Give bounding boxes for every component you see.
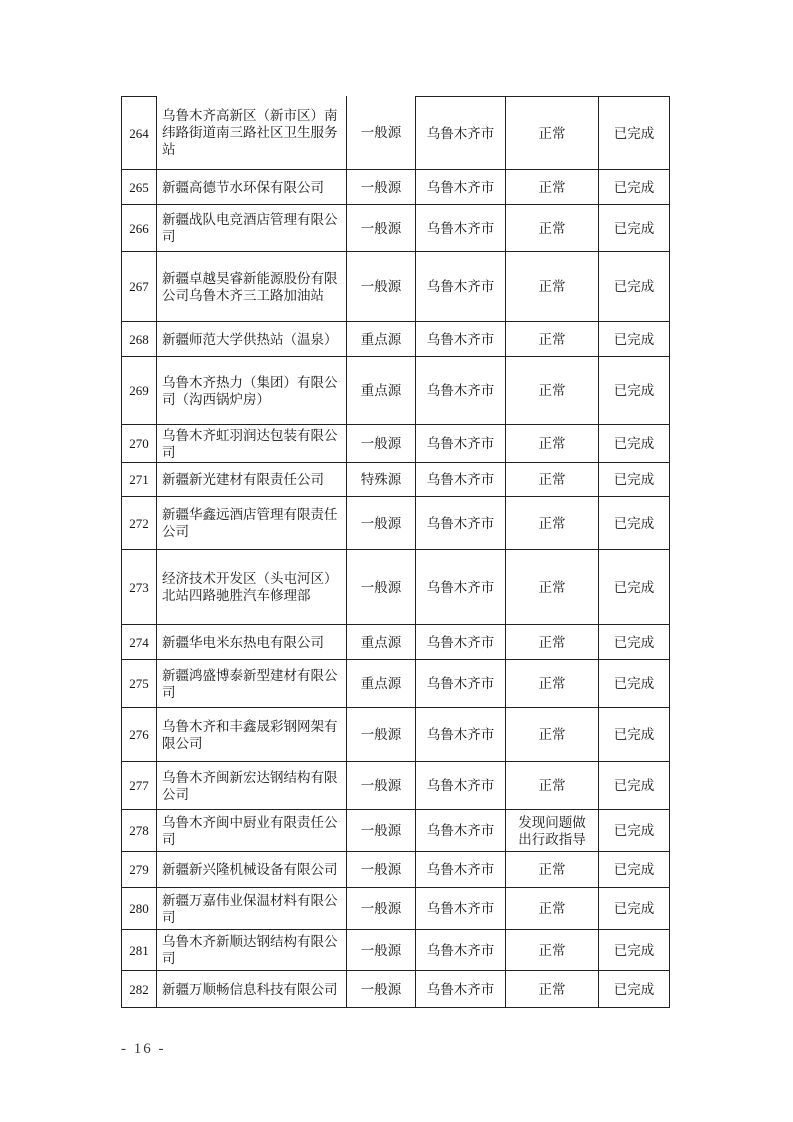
status-cell: 正常 <box>505 762 598 810</box>
completion-cell: 已完成 <box>598 550 670 625</box>
table-row <box>121 252 670 322</box>
company-name-cell: 乌鲁木齐和丰鑫晟彩钢网架有限公司 <box>156 708 346 762</box>
completion-cell: 已完成 <box>598 463 670 497</box>
status-cell: 正常 <box>505 252 598 322</box>
row-index-cell: 274 <box>121 625 156 660</box>
status-cell: 正常 <box>505 463 598 497</box>
city-cell: 乌鲁木齐市 <box>415 425 505 463</box>
row-index-cell: 273 <box>121 550 156 625</box>
company-name-cell: 新疆卓越昊睿新能源股份有限公司乌鲁木齐三工路加油站 <box>156 252 346 322</box>
source-type-cell: 一般源 <box>346 971 415 1008</box>
source-type-cell: 一般源 <box>346 252 415 322</box>
completion-cell: 已完成 <box>598 971 670 1008</box>
city-cell: 乌鲁木齐市 <box>415 762 505 810</box>
source-type-cell: 一般源 <box>346 96 415 170</box>
status-cell: 正常 <box>505 852 598 888</box>
source-type-cell: 一般源 <box>346 762 415 810</box>
source-type-cell: 重点源 <box>346 322 415 357</box>
company-name-cell: 新疆万嘉伟业保温材料有限公司 <box>156 888 346 930</box>
completion-cell: 已完成 <box>598 322 670 357</box>
source-type-cell: 一般源 <box>346 550 415 625</box>
city-cell: 乌鲁木齐市 <box>415 660 505 708</box>
status-cell: 正常 <box>505 497 598 550</box>
source-type-cell: 特殊源 <box>346 463 415 497</box>
source-type-cell: 一般源 <box>346 425 415 463</box>
status-cell: 正常 <box>505 96 598 170</box>
company-name-cell: 经济技术开发区（头屯河区）北站四路驰胜汽车修理部 <box>156 550 346 625</box>
table-row <box>121 170 670 205</box>
source-type-cell: 一般源 <box>346 930 415 971</box>
row-index-cell: 271 <box>121 463 156 497</box>
completion-cell: 已完成 <box>598 425 670 463</box>
row-index-cell: 267 <box>121 252 156 322</box>
company-name-cell: 乌鲁木齐闽中厨业有限责任公司 <box>156 810 346 852</box>
status-cell: 正常 <box>505 888 598 930</box>
source-type-cell: 重点源 <box>346 625 415 660</box>
table-row <box>121 425 670 463</box>
completion-cell: 已完成 <box>598 497 670 550</box>
company-name-cell: 乌鲁木齐高新区（新市区）南纬路街道南三路社区卫生服务站 <box>156 96 346 170</box>
completion-cell: 已完成 <box>598 810 670 852</box>
company-name-cell: 新疆高德节水环保有限公司 <box>156 170 346 205</box>
completion-cell: 已完成 <box>598 930 670 971</box>
completion-cell: 已完成 <box>598 660 670 708</box>
status-cell: 正常 <box>505 322 598 357</box>
company-name-cell: 乌鲁木齐虹羽润达包装有限公司 <box>156 425 346 463</box>
row-index-cell: 278 <box>121 810 156 852</box>
company-name-cell: 乌鲁木齐新顺达钢结构有限公司 <box>156 930 346 971</box>
row-index-cell: 280 <box>121 888 156 930</box>
row-index-cell: 268 <box>121 322 156 357</box>
row-index-cell: 277 <box>121 762 156 810</box>
table-row <box>121 810 670 852</box>
table-row <box>121 96 670 170</box>
source-type-cell: 一般源 <box>346 497 415 550</box>
completion-cell: 已完成 <box>598 252 670 322</box>
page-number: - 16 - <box>121 1041 166 1057</box>
city-cell: 乌鲁木齐市 <box>415 357 505 425</box>
status-cell: 正常 <box>505 170 598 205</box>
source-type-cell: 一般源 <box>346 810 415 852</box>
company-name-cell: 新疆新兴隆机械设备有限公司 <box>156 852 346 888</box>
table-row <box>121 625 670 660</box>
row-index-cell: 275 <box>121 660 156 708</box>
enterprise-table <box>121 96 670 1008</box>
table-row <box>121 708 670 762</box>
status-cell: 正常 <box>505 425 598 463</box>
city-cell: 乌鲁木齐市 <box>415 888 505 930</box>
source-type-cell: 一般源 <box>346 170 415 205</box>
company-name-cell: 新疆师范大学供热站（温泉） <box>156 322 346 357</box>
table-row <box>121 322 670 357</box>
status-cell: 正常 <box>505 205 598 252</box>
completion-cell: 已完成 <box>598 625 670 660</box>
completion-cell: 已完成 <box>598 762 670 810</box>
row-index-cell: 282 <box>121 971 156 1008</box>
city-cell: 乌鲁木齐市 <box>415 810 505 852</box>
status-cell: 正常 <box>505 625 598 660</box>
city-cell: 乌鲁木齐市 <box>415 96 505 170</box>
completion-cell: 已完成 <box>598 170 670 205</box>
table-row <box>121 205 670 252</box>
row-index-cell: 279 <box>121 852 156 888</box>
table-row <box>121 463 670 497</box>
table-row <box>121 930 670 971</box>
status-cell: 正常 <box>505 971 598 1008</box>
status-cell: 正常 <box>505 357 598 425</box>
city-cell: 乌鲁木齐市 <box>415 205 505 252</box>
source-type-cell: 一般源 <box>346 888 415 930</box>
city-cell: 乌鲁木齐市 <box>415 852 505 888</box>
row-index-cell: 265 <box>121 170 156 205</box>
source-type-cell: 一般源 <box>346 708 415 762</box>
company-name-cell: 新疆华电米东热电有限公司 <box>156 625 346 660</box>
table-row <box>121 660 670 708</box>
status-cell: 发现问题做出行政指导 <box>505 810 598 852</box>
status-cell: 正常 <box>505 708 598 762</box>
row-index-cell: 266 <box>121 205 156 252</box>
company-name-cell: 乌鲁木齐热力（集团）有限公司（沟西锅炉房） <box>156 357 346 425</box>
completion-cell: 已完成 <box>598 708 670 762</box>
status-cell: 正常 <box>505 550 598 625</box>
row-index-cell: 270 <box>121 425 156 463</box>
table-row <box>121 971 670 1008</box>
source-type-cell: 一般源 <box>346 852 415 888</box>
city-cell: 乌鲁木齐市 <box>415 170 505 205</box>
row-index-cell: 281 <box>121 930 156 971</box>
city-cell: 乌鲁木齐市 <box>415 497 505 550</box>
completion-cell: 已完成 <box>598 888 670 930</box>
completion-cell: 已完成 <box>598 205 670 252</box>
table-row <box>121 888 670 930</box>
company-name-cell: 新疆万顺畅信息科技有限公司 <box>156 971 346 1008</box>
city-cell: 乌鲁木齐市 <box>415 463 505 497</box>
company-name-cell: 新疆华鑫远酒店管理有限责任公司 <box>156 497 346 550</box>
city-cell: 乌鲁木齐市 <box>415 322 505 357</box>
city-cell: 乌鲁木齐市 <box>415 550 505 625</box>
row-index-cell: 276 <box>121 708 156 762</box>
row-index-cell: 272 <box>121 497 156 550</box>
table-row <box>121 497 670 550</box>
status-cell: 正常 <box>505 660 598 708</box>
city-cell: 乌鲁木齐市 <box>415 252 505 322</box>
city-cell: 乌鲁木齐市 <box>415 971 505 1008</box>
row-index-cell: 264 <box>121 96 156 170</box>
completion-cell: 已完成 <box>598 96 670 170</box>
company-name-cell: 新疆鸿盛博泰新型建材有限公司 <box>156 660 346 708</box>
completion-cell: 已完成 <box>598 357 670 425</box>
source-type-cell: 重点源 <box>346 357 415 425</box>
company-name-cell: 新疆新光建材有限责任公司 <box>156 463 346 497</box>
city-cell: 乌鲁木齐市 <box>415 625 505 660</box>
source-type-cell: 重点源 <box>346 660 415 708</box>
table-row <box>121 357 670 425</box>
row-index-cell: 269 <box>121 357 156 425</box>
company-name-cell: 新疆战队电竞酒店管理有限公司 <box>156 205 346 252</box>
table-row <box>121 762 670 810</box>
city-cell: 乌鲁木齐市 <box>415 930 505 971</box>
status-cell: 正常 <box>505 930 598 971</box>
company-name-cell: 乌鲁木齐闽新宏达钢结构有限公司 <box>156 762 346 810</box>
table-row <box>121 852 670 888</box>
table-row <box>121 550 670 625</box>
completion-cell: 已完成 <box>598 852 670 888</box>
source-type-cell: 一般源 <box>346 205 415 252</box>
city-cell: 乌鲁木齐市 <box>415 708 505 762</box>
